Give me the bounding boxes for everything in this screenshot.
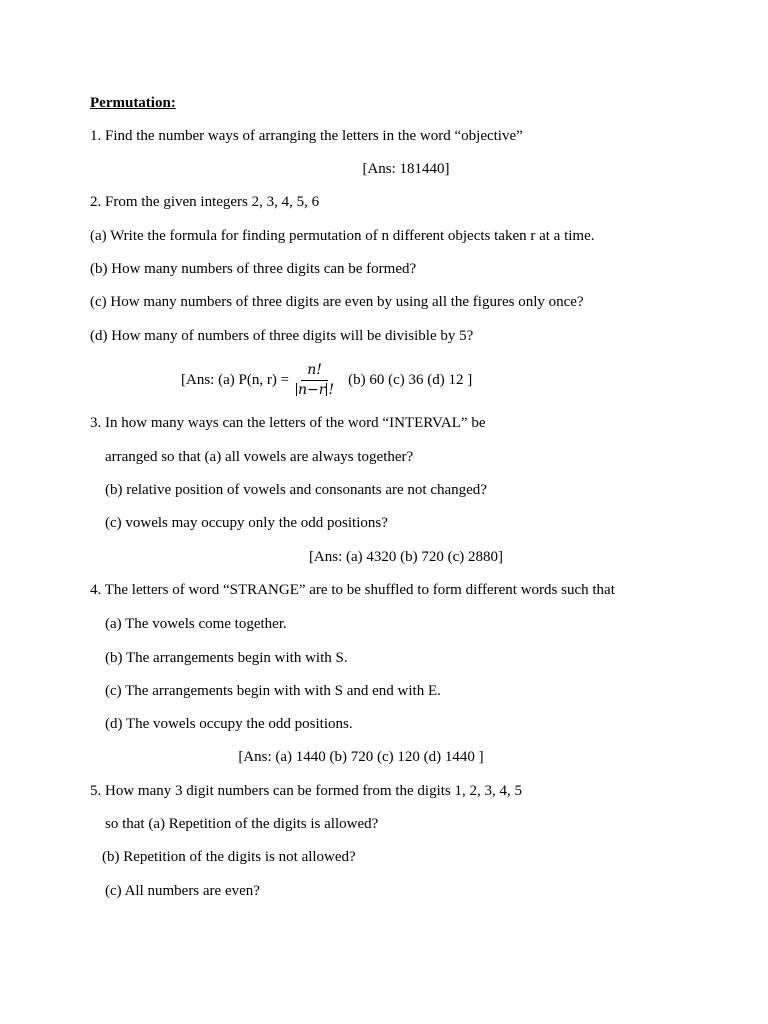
- question-2c: (c) How many numbers of three digits are even by using all the figures only once?: [90, 294, 584, 310]
- question-1: 1. Find the number ways of arranging the letters in the word “objective”: [90, 128, 523, 144]
- question-3: 3. In how many ways can the letters of the word “INTERVAL” be: [90, 415, 486, 431]
- question-2b: (b) How many numbers of three digits can be formed?: [90, 261, 417, 277]
- question-5-cont: so that (a) Repetition of the digits is allowed?: [105, 816, 379, 832]
- question-4: 4. The letters of word “STRANGE” are to be shuffled to form different words such that: [90, 582, 615, 598]
- question-3-cont: arranged so that (a) all vowels are always together?: [105, 449, 414, 465]
- answer-2: [181, 360, 472, 400]
- answer-4: [Ans: (a) 1440 (b) 720 (c) 120 (d) 1440 ]: [238, 749, 484, 765]
- abs-bar-left: [296, 383, 297, 396]
- question-2: 2. From the given integers 2, 3, 4, 5, 6: [90, 194, 320, 210]
- question-3b: (b) relative position of vowels and consonants are not changed?: [105, 482, 487, 498]
- formula-denominator-inner: n−r: [298, 381, 326, 398]
- question-5b: (b) Repetition of the digits is not allowed?: [102, 849, 356, 865]
- question-4a: (a) The vowels come together.: [105, 616, 287, 632]
- formula-denominator-suffix: !: [328, 381, 335, 398]
- answer-2-suffix: (b) 60 (c) 36 (d) 12 ]: [348, 371, 473, 388]
- question-5c: (c) All numbers are even?: [105, 883, 260, 899]
- question-5: 5. How many 3 digit numbers can be formed from the digits 1, 2, 3, 4, 5: [90, 783, 523, 799]
- answer-1: [Ans: 181440]: [362, 161, 450, 177]
- question-4c: (c) The arrangements begin with with S and end with E.: [105, 683, 441, 699]
- question-4d: (d) The vowels occupy the odd positions.: [105, 716, 353, 732]
- question-2d: (d) How many of numbers of three digits will be divisible by 5?: [90, 328, 474, 344]
- question-4b: (b) The arrangements begin with with S.: [105, 650, 348, 666]
- answer-3: [Ans: (a) 4320 (b) 720 (c) 2880]: [308, 549, 504, 565]
- answer-2-prefix: [Ans: (a) P(n, r) =: [181, 371, 290, 388]
- formula-numerator: n!: [301, 362, 328, 381]
- permutation-formula: [293, 362, 336, 399]
- section-heading: Permutation:: [90, 95, 176, 111]
- question-3c: (c) vowels may occupy only the odd positions?: [105, 515, 388, 531]
- formula-denominator: [293, 381, 336, 399]
- question-2a: (a) Write the formula for finding permutation of n different objects taken r at a time.: [90, 228, 595, 244]
